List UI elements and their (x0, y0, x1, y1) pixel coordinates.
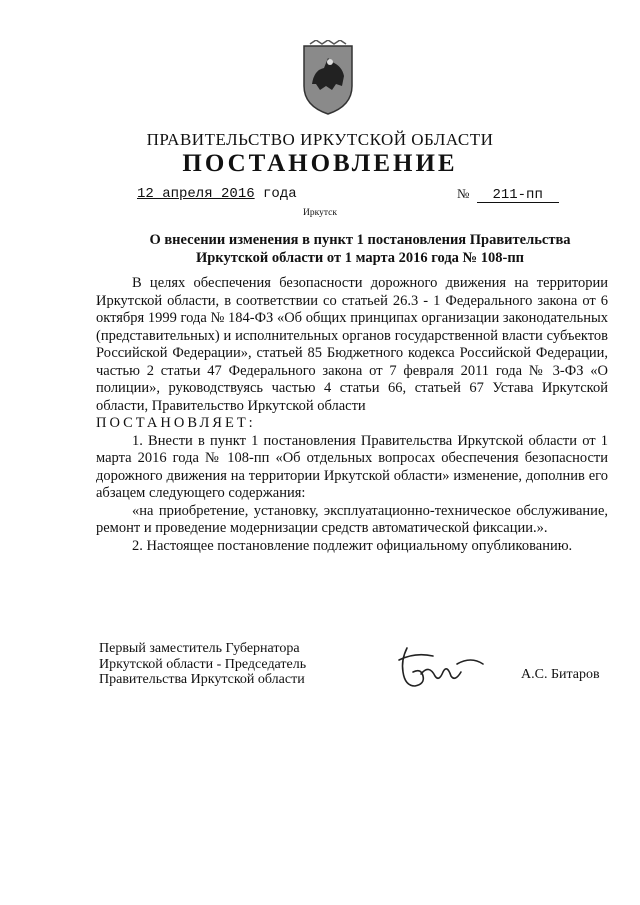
quote-paragraph: «на приобретение, установку, эксплуатационно-техническое обслуживание, ремонт и проведение модернизации средств автоматической фиксации.». (96, 502, 608, 536)
position-line-3: Правительства Иркутской области (99, 672, 305, 687)
document-title: О внесении изменения в пункт 1 постановления Правительства Иркутской области от 1 марта 2016 года № 108-пп (149, 232, 571, 266)
signatory-name: А.С. Битаров (521, 667, 600, 682)
item-2-paragraph: 2. Настоящее постановление подлежит официальному опубликованию. (132, 537, 573, 554)
preamble-paragraph: В целях обеспечения безопасности дорожного движения на территории Иркутской области, в соответствии со статьей 26.3 - 1 Федерального закона от 6 октября 1999 года № 184-ФЗ «Об общих принципах организации законодательных (представительных) и исполнительных органов государственной власти субъектов Российской Федерации», статьей 85 Бюджетного кодекса Российской Федерации, частью 2 статьи 47 Федерального закона от 7 февраля 2011 года № 3-ФЗ «О полиции», руководствуясь частью 4 статьи 66, статьей 67 Устава Иркутской области, Правительство Иркутской области (96, 275, 608, 414)
item-1-paragraph: 1. Внести в пункт 1 постановления Правительства Иркутской области от 1 марта 2016 года № 108-пп «Об отдельных вопросах обеспечения безопасности дорожного движения на территории Иркутской области» изменение, дополнив его абзацем следующего содержания: (96, 432, 608, 501)
document-date (137, 186, 297, 202)
handwritten-signature-icon (395, 642, 485, 692)
document-type: ПОСТАНОВЛЕНИЕ (182, 150, 458, 177)
city-name: Иркутск (303, 208, 337, 218)
number-value: 211-пп (477, 189, 559, 203)
organization-name: ПРАВИТЕЛЬСТВО ИРКУТСКОЙ ОБЛАСТИ (146, 130, 494, 149)
position-line-2: Иркутской области - Председатель (99, 656, 307, 672)
signatory-position (99, 641, 306, 688)
document-body (96, 275, 608, 555)
position-line-1: Первый заместитель Губернатора (99, 641, 300, 656)
decree-word: ПОСТАНОВЛЯЕТ: (96, 415, 256, 431)
number-label: № (457, 186, 470, 201)
coat-of-arms-icon (302, 40, 354, 116)
date-value: 12 апреля 2016 (137, 186, 255, 202)
document-number (457, 186, 559, 203)
date-suffix: года (263, 186, 297, 202)
